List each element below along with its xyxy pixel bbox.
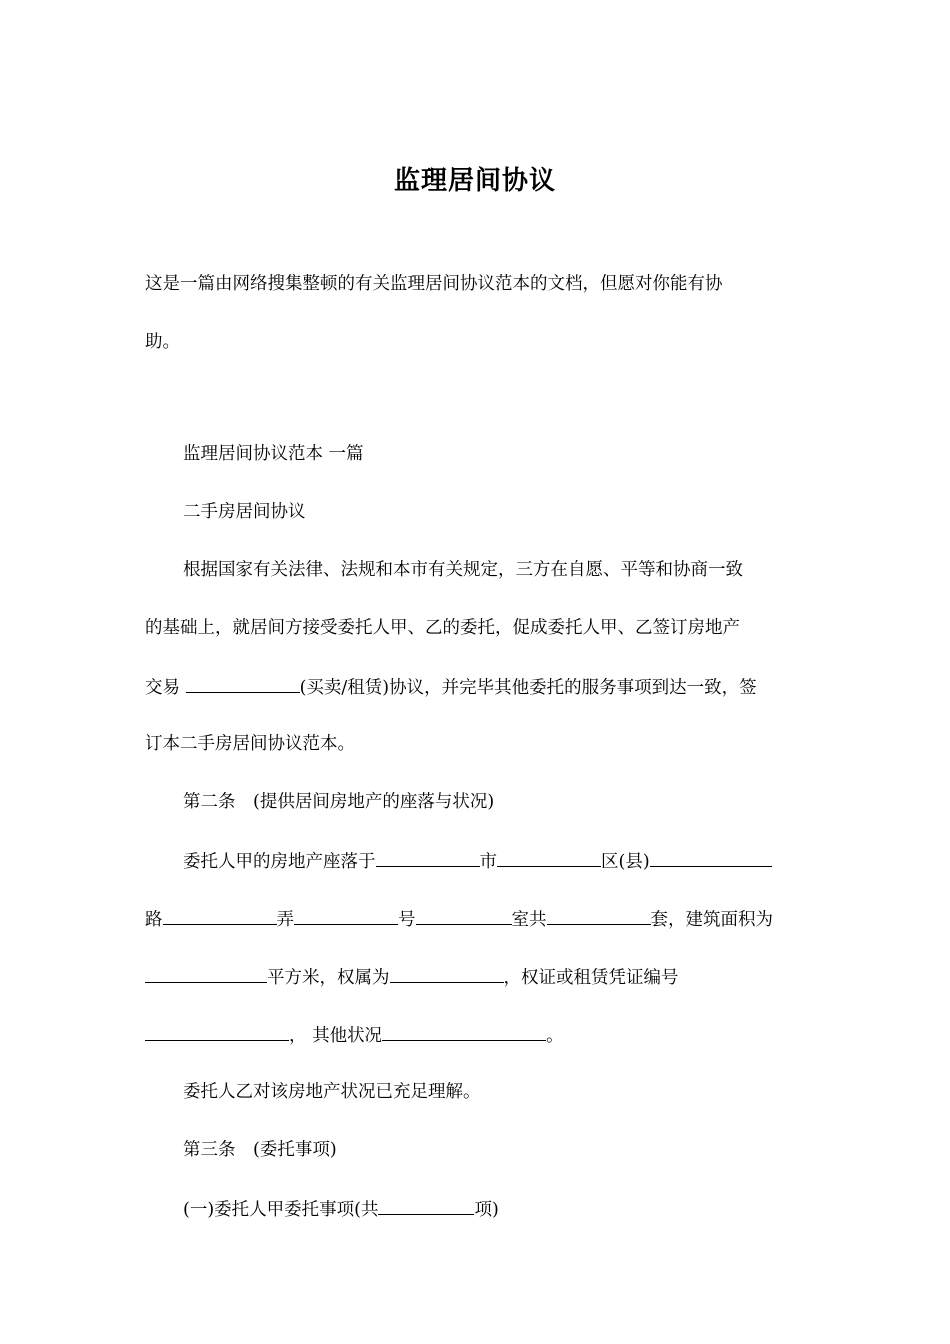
paragraph-1-line-4: 订本二手房居间协议范本。 [145, 734, 355, 754]
fill-blank [378, 1196, 474, 1215]
paragraph-1-text-b: (买卖/租赁)协议，并完毕其他委托的服务事项到达一致，签 [299, 678, 757, 698]
other-status-text: ， 其他状况 [289, 1026, 383, 1046]
fill-blank [497, 848, 601, 867]
fill-blank [145, 1022, 289, 1041]
intro-line-1: 这是一篇由网络搜集整顿的有关监理居间协议范本的文档，但愿对你能有协 [145, 274, 723, 294]
location-text: 委托人甲的房地产座落于 [183, 852, 376, 872]
item-1-line [183, 1196, 499, 1222]
intro-line-2: 助。 [145, 332, 180, 352]
article-2-heading: 第二条 (提供居间房地产的座落与状况) [183, 792, 495, 812]
paragraph-1-line-3 [145, 674, 757, 700]
fill-blank [390, 964, 504, 983]
location-text: 市 [479, 852, 497, 872]
fill-blank [186, 674, 300, 693]
item-text: 项) [474, 1200, 499, 1220]
location-text: 路 [145, 910, 163, 930]
fill-blank [145, 964, 267, 983]
subsection-heading: 二手房居间协议 [183, 502, 306, 522]
location-line-1 [183, 848, 772, 874]
fill-blank [650, 848, 772, 867]
other-status-text: 。 [546, 1026, 564, 1046]
location-text: 号 [398, 910, 416, 930]
location-line-2 [145, 906, 773, 932]
location-text: 弄 [276, 910, 294, 930]
understanding-line: 委托人乙对该房地产状况已充足理解。 [183, 1082, 481, 1102]
section-heading: 监理居间协议范本 一篇 [183, 444, 364, 464]
fill-blank [382, 1022, 546, 1041]
location-text: 套，建筑面积为 [650, 910, 773, 930]
location-text: 室共 [511, 910, 547, 930]
paragraph-1-line-2: 的基础上，就居间方接受委托人甲、乙的委托，促成委托人甲、乙签订房地产 [145, 618, 740, 638]
area-text: 平方米，权属为 [267, 968, 390, 988]
area-text: ，权证或租赁凭证编号 [503, 968, 679, 988]
fill-blank [416, 906, 512, 925]
other-status-line [145, 1022, 564, 1048]
document-title: 监理居间协议 [393, 166, 556, 196]
article-3-heading: 第三条 (委托事项) [183, 1140, 337, 1160]
fill-blank [163, 906, 277, 925]
area-line [145, 964, 679, 990]
fill-blank [376, 848, 480, 867]
fill-blank [294, 906, 398, 925]
fill-blank [547, 906, 651, 925]
location-text: 区(县) [601, 852, 650, 872]
item-text: (一)委托人甲委托事项(共 [183, 1200, 379, 1220]
paragraph-1-line-1: 根据国家有关法律、法规和本市有关规定，三方在自愿、平等和协商一致 [183, 560, 743, 580]
paragraph-1-text-a: 交易 [145, 678, 186, 698]
